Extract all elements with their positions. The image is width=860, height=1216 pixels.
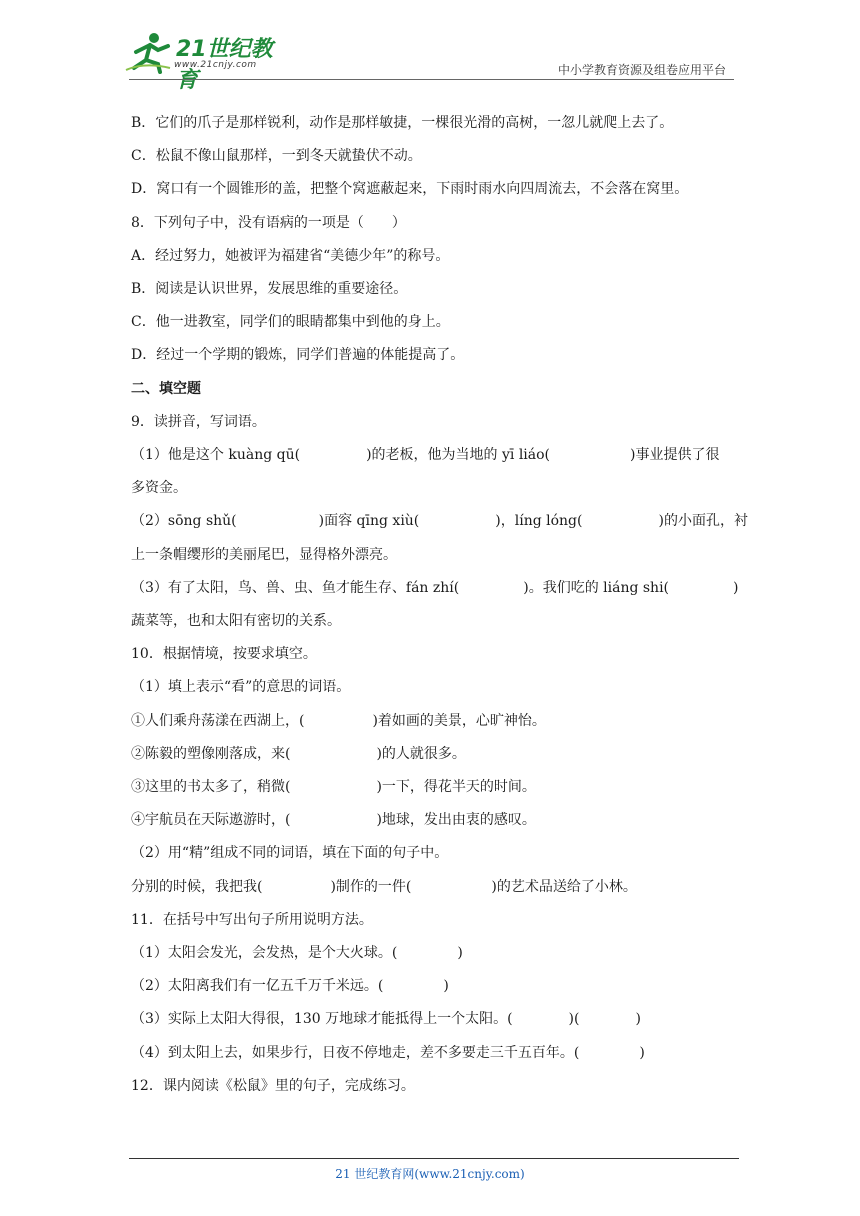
page-header: [0, 0, 860, 93]
q11-title: 11．在括号中写出句子所用说明方法。: [131, 911, 373, 928]
q9-part2-cont: 上一条帽缨形的美丽尾巴，显得格外漂亮。: [131, 546, 397, 563]
q10-item2: ②陈毅的塑像刚落成，来( )的人就很多。: [131, 745, 466, 762]
q11-item2: （2）太阳离我们有一亿五千万千米远。( ): [131, 978, 449, 995]
q11-item4: （4）到太阳上去，如果步行，日夜不停地走，差不多要走三千五百年。( ): [131, 1044, 645, 1061]
platform-name: 中小学教育资源及组卷应用平台: [557, 63, 726, 77]
q7-option-b: B．它们的爪子是那样锐利，动作是那样敏捷，一棵很光滑的高树，一忽儿就爬上去了。: [131, 115, 674, 131]
header-divider: [129, 79, 734, 80]
section-heading-fill-blank: 二、填空题: [131, 380, 201, 397]
q9-part2: （2）sōng shǔ( )面容 qīng xiù( )，líng lóng( )的小面孔，衬: [131, 513, 748, 530]
site-logo[interactable]: [124, 30, 294, 93]
logo-title: 21世纪教育: [176, 37, 273, 93]
q9-part3-cont: 蔬菜等，也和太阳有密切的关系。: [131, 613, 341, 630]
q10-title: 10．根据情境，按要求填空。: [131, 646, 317, 663]
runner-logo-icon: [124, 30, 174, 74]
q8-title: 8．下列句子中，没有语病的一项是（ ）: [131, 214, 406, 231]
q10-sub1: （1）填上表示“看”的意思的词语。: [131, 679, 351, 696]
q7-option-d: D．窝口有一个圆锥形的盖，把整个窝遮蔽起来，下雨时雨水向四周流去，不会落在窝里。: [131, 181, 689, 198]
q12-title: 12．课内阅读《松鼠》里的句子，完成练习。: [131, 1077, 415, 1094]
q10-item4: ④宇航员在天际遨游时，( )地球，发出由衷的感叹。: [131, 812, 536, 829]
q7-option-c: C．松鼠不像山鼠那样，一到冬天就蛰伏不动。: [131, 148, 422, 165]
q11-item1: （1）太阳会发光，会发热，是个大火球。( ): [131, 945, 463, 962]
q11-item3: （3）实际上太阳大得很，130 万地球才能抵得上一个太阳。( )( ): [131, 1011, 641, 1028]
q8-option-d: D．经过一个学期的锻炼，同学们普遍的体能提高了。: [131, 347, 465, 364]
logo-url: www.21cnjy.com: [174, 60, 257, 70]
q9-part1-cont: 多资金。: [131, 480, 187, 497]
q9-part1: （1）他是这个 kuàng qū( )的老板，他为当地的 yī liáo( )事业提供了很: [131, 447, 720, 464]
page-footer[interactable]: 21 世纪教育网(www.21cnjy.com): [335, 1167, 525, 1181]
footer-divider: [129, 1158, 739, 1159]
q9-part3: （3）有了太阳，鸟、兽、虫、鱼才能生存、fán zhí( )。我们吃的 liáng shi( ): [131, 579, 739, 596]
q10-item3: ③这里的书太多了，稍微( )一下，得花半天的时间。: [131, 779, 536, 796]
q10-item1: ①人们乘舟荡漾在西湖上，( )着如画的美景，心旷神怡。: [131, 712, 546, 729]
q8-option-b: B．阅读是认识世界，发展思维的重要途径。: [131, 281, 408, 298]
exam-content: [131, 107, 748, 1103]
q8-option-c: C．他一进教室，同学们的眼睛都集中到他的身上。: [131, 314, 450, 331]
q10-sentence: 分别的时候，我把我( )制作的一件( )的艺术品送给了小林。: [131, 878, 637, 895]
q9-title: 9．读拼音，写词语。: [131, 413, 266, 430]
q8-option-a: A．经过努力，她被评为福建省“美德少年”的称号。: [131, 247, 450, 264]
q10-sub2: （2）用“精”组成不同的词语，填在下面的句子中。: [131, 845, 449, 862]
